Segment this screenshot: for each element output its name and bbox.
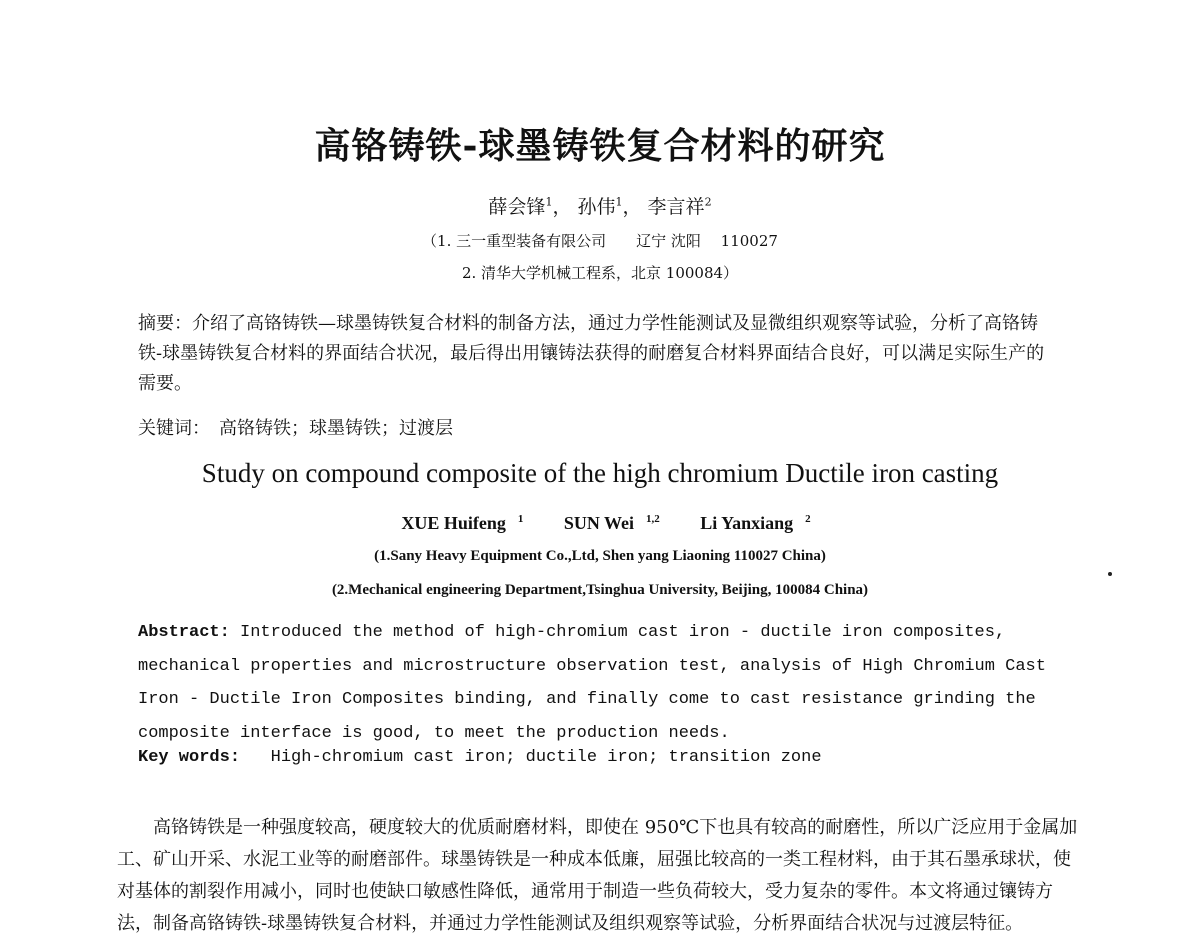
author-en-name: Li Yanxiang	[700, 513, 794, 533]
author-sup: 1	[517, 513, 524, 525]
author-en	[389, 513, 523, 533]
affiliation-en-2: (2.Mechanical engineering Department,Tsinghua University, Beijing, 100084 China)	[331, 582, 869, 598]
scan-speck	[1108, 572, 1112, 576]
abstract-cn-label: 摘要：	[138, 313, 192, 334]
author-cn: 薛会锋	[488, 196, 546, 218]
author-sup: 1,2	[646, 513, 660, 525]
keywords-cn-label: 关键词：	[138, 418, 201, 439]
abstract-en	[138, 616, 1058, 750]
abstract-en-text: Introduced the method of high-chromium cast iron - ductile iron composites, mechanical properties and microstructure observation test, analysis of High Chromium Cast Iron - Ductile Iron Composites binding, and finally come to cast resistance grinding the composite interface is good, to meet the production needs.	[138, 623, 1046, 743]
author-sup: 2	[704, 195, 712, 209]
author-sup: 1	[545, 195, 553, 209]
author-en-name: SUN Wei	[563, 513, 635, 533]
body-text	[117, 812, 1082, 940]
abstract-en-label: Abstract:	[138, 623, 230, 642]
abstract-cn	[138, 309, 1058, 399]
author-cn: 孙伟	[577, 196, 616, 218]
keywords-en	[138, 748, 822, 767]
author-sup: 2	[805, 513, 811, 525]
author-en-name: XUE Huifeng	[401, 513, 506, 533]
author-sup: 1	[615, 195, 623, 209]
keywords-en-label: Key words:	[138, 748, 241, 767]
body-paragraph: 高铬铸铁是一种强度较高，硬度较大的优质耐磨材料，即使在 950℃下也具有较高的耐磨性，所以广泛应用于金属加工、矿山开采、水泥工业等的耐磨部件。球墨铸铁是一种成本低廉，屈强比较高的一类工程材料，由于其石墨承球状，使对基体的割裂作用减小，同时也使缺口敏感性降低，通常用于制造一些负荷较大，受力复杂的零件。本文将通过镶铸方法，制备高铬铸铁-球墨铸铁复合材料，并通过力学性能测试及组织观察等试验，分析界面结合状况与过渡层特征。	[117, 817, 1078, 934]
authors-en	[0, 513, 1200, 534]
affiliation-cn-2: 2. 清华大学机械工程系，北京 100084）	[461, 264, 739, 282]
affiliation-cn-1: （1. 三一重型装备有限公司 辽宁 沈阳 110027	[422, 232, 778, 250]
paper-title-cn: 高铬铸铁-球墨铸铁复合材料的研究	[314, 125, 886, 167]
authors-cn: 薛会锋$^1$， 孙伟$^1$， 李言祥$^2$	[488, 195, 712, 218]
author-en	[688, 513, 810, 533]
author-en	[552, 513, 660, 533]
affiliation-en-1: (1.Sany Heavy Equipment Co.,Ltd, Shen yang Liaoning 110027 China)	[374, 548, 826, 564]
keywords-cn	[138, 414, 453, 440]
author-cn: 李言祥	[647, 196, 705, 218]
paper-title-en: Study on compound composite of the high chromium Ductile iron casting	[201, 458, 999, 488]
keywords-en-text: High-chromium cast iron; ductile iron; transition zone	[240, 748, 822, 767]
keywords-cn-text: 高铬铸铁；球墨铸铁；过渡层	[201, 418, 453, 439]
abstract-cn-text: 介绍了高铬铸铁—球墨铸铁复合材料的制备方法，通过力学性能测试及显微组织观察等试验，分析了高铬铸铁-球墨铸铁复合材料的界面结合状况，最后得出用镶铸法获得的耐磨复合材料界面结合良好，可以满足实际生产的需要。	[138, 313, 1045, 394]
